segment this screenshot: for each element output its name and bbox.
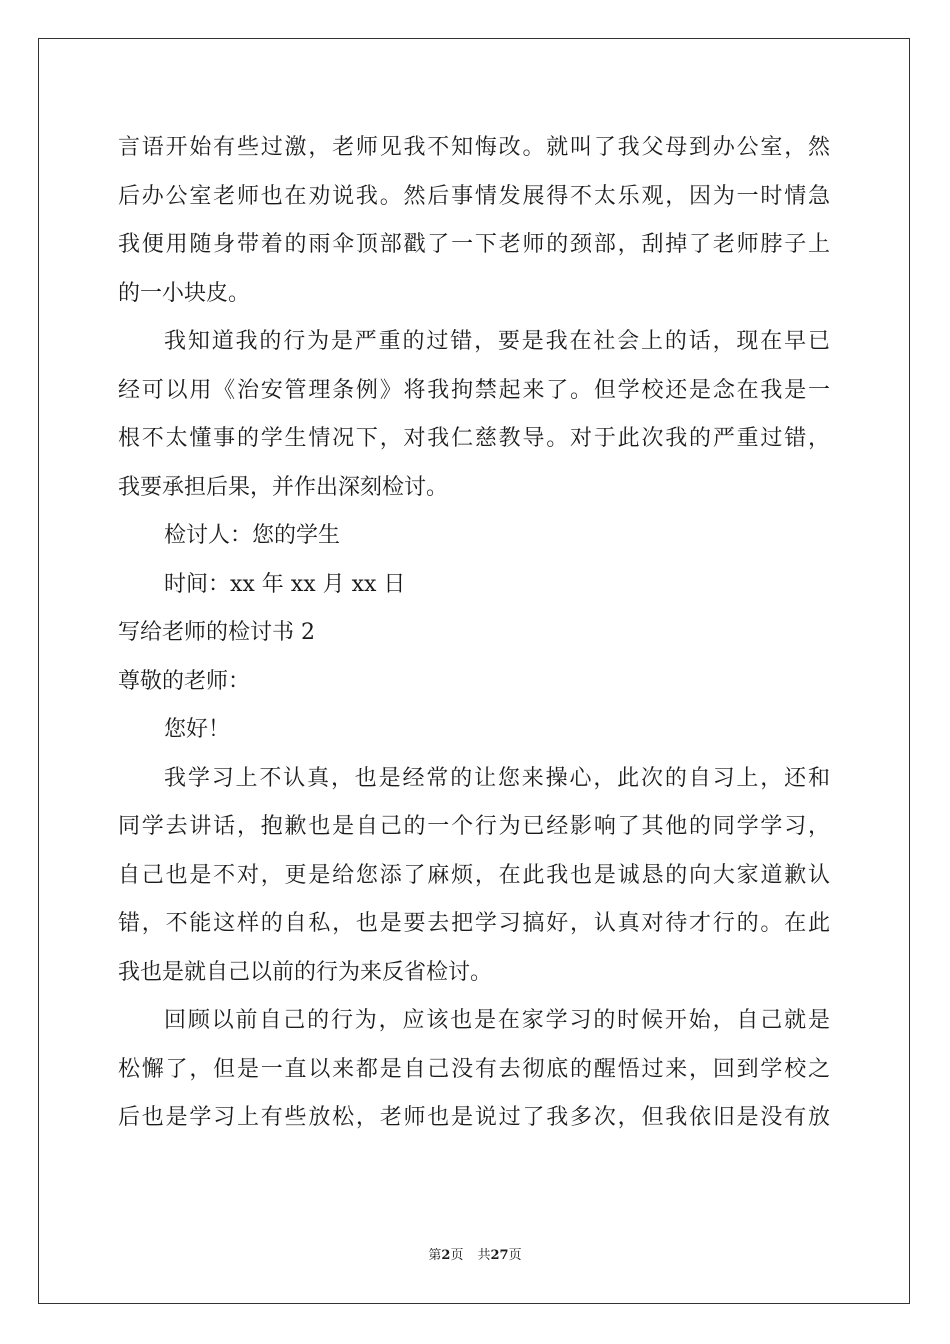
page-number-prefix: 第 bbox=[428, 1248, 442, 1263]
paragraph-line: 我要承担后果，并作出深刻检讨。 bbox=[118, 474, 449, 500]
paragraph-line: 后办公室老师也在劝说我。然后事情发展得不太乐观，因为一时情急 bbox=[118, 183, 830, 209]
paragraph-line: 我也是就自己以前的行为来反省检讨。 bbox=[118, 959, 493, 985]
page-number-suffix: 页 bbox=[450, 1248, 464, 1263]
paragraph-line: 松懈了，但是一直以来都是自己没有去彻底的醒悟过来，回到学校之 bbox=[118, 1056, 830, 1082]
salutation: 尊敬的老师： bbox=[118, 668, 251, 694]
paragraph-line: 自己也是不对，更是给您添了麻烦，在此我也是诚恳的向大家道歉认 bbox=[118, 862, 830, 888]
page-total: 27 bbox=[490, 1248, 509, 1263]
paragraph-line: 的一小块皮。 bbox=[118, 280, 251, 306]
paragraph-2 bbox=[118, 318, 830, 512]
paragraph-line: 我便用随身带着的雨伞顶部戳了一下老师的颈部，刮掉了老师脖子上 bbox=[118, 232, 830, 257]
document-body bbox=[118, 124, 830, 1143]
page-number-current: 2 bbox=[441, 1248, 451, 1263]
section-title: 写给老师的检讨书 2 bbox=[118, 620, 315, 645]
paragraph-line: 言语开始有些过激，老师见我不知悔改。就叫了我父母到办公室，然 bbox=[118, 135, 830, 160]
paragraph-line: 后也是学习上有些放松，老师也是说过了我多次，但我依旧是没有放 bbox=[118, 1105, 830, 1130]
signature-line: 检讨人：您的学生 bbox=[164, 523, 341, 548]
paragraph-1 bbox=[118, 124, 830, 318]
date-line: 时间：xx 年 xx 月 xx 日 bbox=[164, 571, 406, 597]
page-total-suffix: 页 bbox=[508, 1248, 522, 1263]
page-footer bbox=[0, 1244, 950, 1263]
greeting: 您好！ bbox=[164, 717, 231, 742]
paragraph-line: 错，不能这样的自私，也是要去把学习搞好，认真对待才行的。在此 bbox=[118, 911, 830, 936]
paragraph-line: 经可以用《治安管理条例》将我拘禁起来了。但学校还是念在我是一 bbox=[118, 377, 830, 403]
paragraph-line: 根不太懂事的学生情况下，对我仁慈教导。对于此次我的严重过错， bbox=[118, 426, 830, 451]
paragraph-line: 回顾以前自己的行为，应该也是在家学习的时候开始，自己就是 bbox=[164, 1008, 830, 1033]
paragraph-line: 同学去讲话，抱歉也是自己的一个行为已经影响了其他的同学学习， bbox=[118, 814, 830, 839]
paragraph-line: 我知道我的行为是严重的过错，要是我在社会上的话，现在早已 bbox=[164, 329, 830, 354]
page-total-prefix: 共 bbox=[477, 1248, 491, 1263]
paragraph-3 bbox=[118, 755, 830, 998]
paragraph-line: 我学习上不认真，也是经常的让您来操心，此次的自习上，还和 bbox=[164, 765, 830, 791]
paragraph-4 bbox=[118, 997, 830, 1143]
